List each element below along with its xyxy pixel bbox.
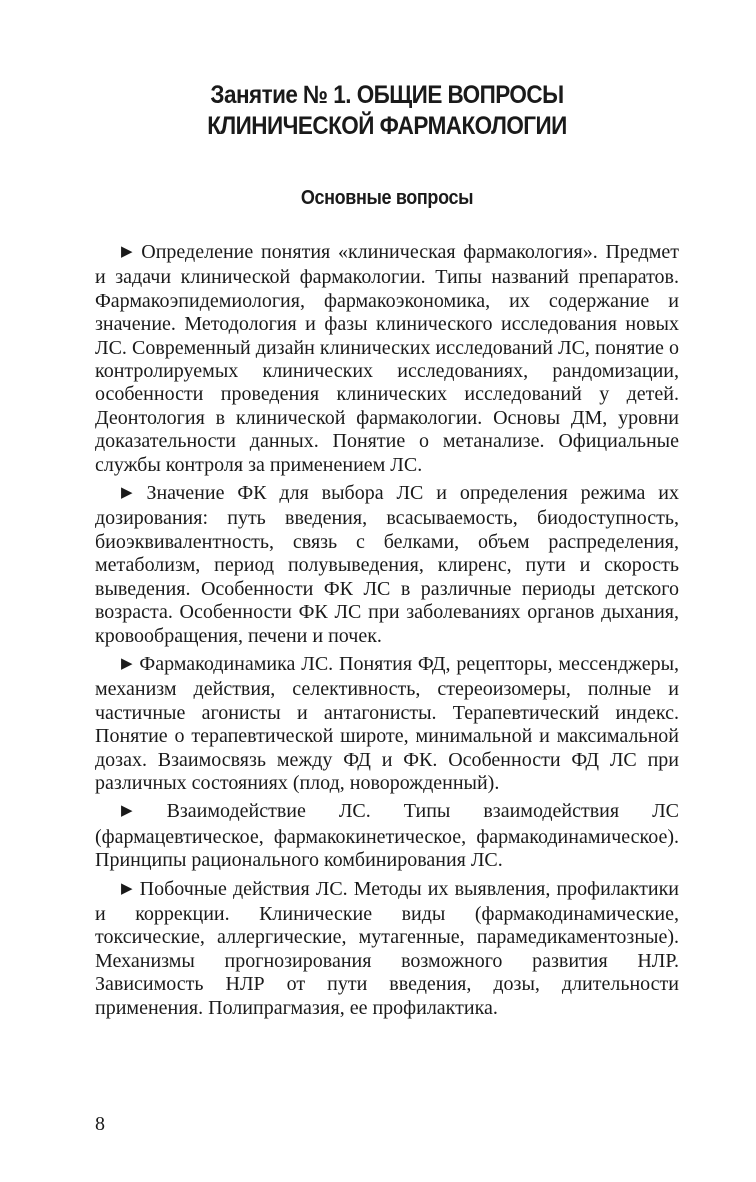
paragraph-3 (95, 653, 679, 795)
paragraph-text: Определение понятия «клиническая фармакология». Предмет и задачи клинической фармакологии. Типы названий препаратов. Фармакоэпидемиология, фармакоэкономика, их содержание и значение. Методология и фазы клинического исследования новых ЛС. Современный дизайн клинических исследований ЛС, понятие о контролируемых клинических исследованиях, рандомизации, особенности проведения клинических исследований у детей. Деонтология в клинической фармакологии. Основы ДМ, уровни доказательности данных. Понятие о метанализе. Официальные службы контроля за применением ЛС. (95, 241, 679, 476)
chapter-title (124, 80, 650, 142)
bullet-icon: ▶ (121, 803, 161, 820)
bullet-icon: ▶ (121, 244, 136, 260)
paragraph-text: Фармакодинамика ЛС. Понятия ФД, рецепторы, мессенджеры, механизм действия, селективность, стереоизомеры, полные и частичные агонисты и антагонисты. Терапевтический индекс. Понятие о терапевтической широте, минимальной и максимальной дозах. Взаимосвязь между ФД и ФК. Особенности ФД ЛС при различных состояниях (плод, новорожденный). (95, 652, 680, 794)
paragraph-text: Побочные действия ЛС. Методы их выявления, профилактики и коррекции. Клинические виды (фармакодинамические, токсические, аллергические, мутагенные, парамедикаментозные). Механизмы прогнозирования возможного развития НЛР. Зависимость НЛР от пути введения, дозы, длительности применения. Полипрагмазия, ее профилактика. (95, 877, 679, 1019)
paragraph-5 (95, 878, 679, 1020)
page-number: 8 (95, 1113, 105, 1135)
bullet-icon: ▶ (121, 655, 134, 672)
paragraph-4 (95, 800, 679, 872)
paragraph-2 (95, 482, 679, 648)
body-text (95, 241, 679, 1020)
section-subtitle: Основные вопросы (300, 187, 474, 209)
bullet-icon: ▶ (121, 880, 134, 897)
paragraph-text: Значение ФК для выбора ЛС и определения режима их дозирования: путь введения, всасываемость, биодоступность, биоэквивалентность, связь с белками, объем распределения, метаболизм, период полувыведения, клиренс, пути и скорость выведения. Особенности ФК ЛС в различные периоды детского возраста. Особенности ФК ЛС при заболеваниях органов дыхания, кровообращения, печени и почек. (95, 482, 679, 647)
paragraph-text: Взаимодействие ЛС. Типы взаимодействия ЛС (фармацевтическое, фармакокинетическое, фармакодинамическое). Принципы рационального комбинирования ЛС. (95, 800, 680, 872)
paragraph-1 (95, 241, 679, 477)
chapter-title-line-1: Занятие № 1. ОБЩИЕ ВОПРОСЫ (210, 81, 564, 109)
bullet-icon: ▶ (121, 485, 141, 502)
book-page (95, 80, 679, 1025)
chapter-title-line-2: КЛИНИЧЕСКОЙ ФАРМАКОЛОГИИ (207, 112, 567, 140)
